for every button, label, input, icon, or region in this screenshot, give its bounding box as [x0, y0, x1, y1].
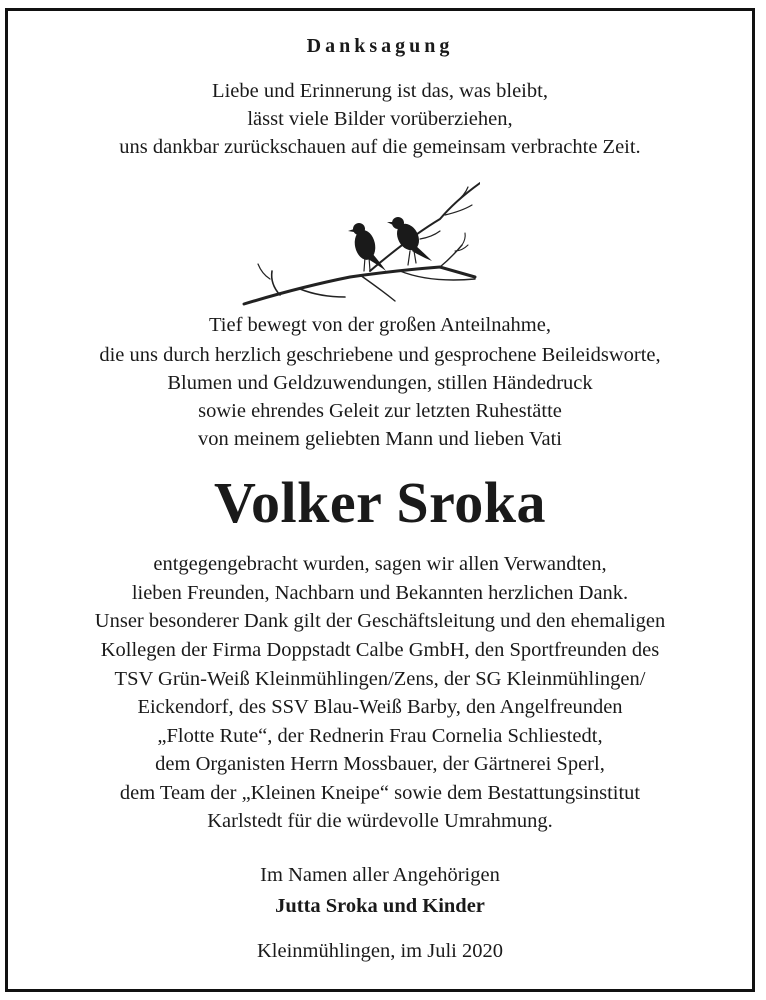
thanks-line: dem Organisten Herrn Mossbauer, der Gärtnerei Sperl, [155, 753, 605, 775]
intro-line: Blumen und Geldzuwendungen, stillen Händedruck [167, 372, 593, 394]
obituary-notice [5, 8, 755, 992]
thanks-line: Unser besonderer Dank gilt der Geschäftsleitung und den ehemaligen [94, 610, 666, 632]
intro-line: die uns durch herzlich geschriebene und gesprochene Beileidsworte, [99, 344, 661, 366]
intro-line: von meinem geliebten Mann und lieben Vati [198, 428, 562, 450]
thanks-line: lieben Freunden, Nachbarn und Bekannten herzlichen Dank. [131, 582, 629, 604]
place-date: Kleinmühlingen, im Juli 2020 [257, 940, 503, 962]
thanks-line: Kollegen der Firma Doppstadt Calbe GmbH, den Sportfreunden des [100, 639, 660, 661]
thanks-line: entgegengebracht wurden, sagen wir allen Verwandten, [153, 553, 607, 575]
thanks-line: dem Team der „Kleinen Kneipe“ sowie dem Bestattungsinstitut [119, 782, 641, 804]
intro-line: sowie ehrendes Geleit zur letzten Ruhestätte [198, 400, 562, 422]
poem-line: lässt viele Bilder vorüberziehen, [247, 108, 513, 130]
thanks-line: Karlstedt für die würdevolle Umrahmung. [207, 810, 553, 832]
thanks-line: Eickendorf, des SSV Blau-Weiß Barby, den Angelfreunden [137, 696, 623, 718]
intro-line: Tief bewegt von der großen Anteilnahme, [209, 314, 551, 336]
thanks-line: „Flotte Rute“, der Rednerin Frau Cornelia Schliestedt, [157, 725, 603, 747]
poem-line: Liebe und Erinnerung ist das, was bleibt, [212, 80, 548, 102]
two-birds-on-branch-icon [240, 179, 480, 311]
closing-line: Im Namen aller Angehörigen [260, 864, 500, 886]
poem-line: uns dankbar zurückschauen auf die gemeinsam verbrachte Zeit. [119, 136, 641, 158]
thanks-line: TSV Grün-Weiß Kleinmühlingen/Zens, der SG Kleinmühlingen/ [114, 668, 646, 690]
signature: Jutta Sroka und Kinder [275, 895, 485, 917]
heading: Danksagung [306, 35, 454, 57]
deceased-name: Volker Sroka [213, 470, 547, 535]
